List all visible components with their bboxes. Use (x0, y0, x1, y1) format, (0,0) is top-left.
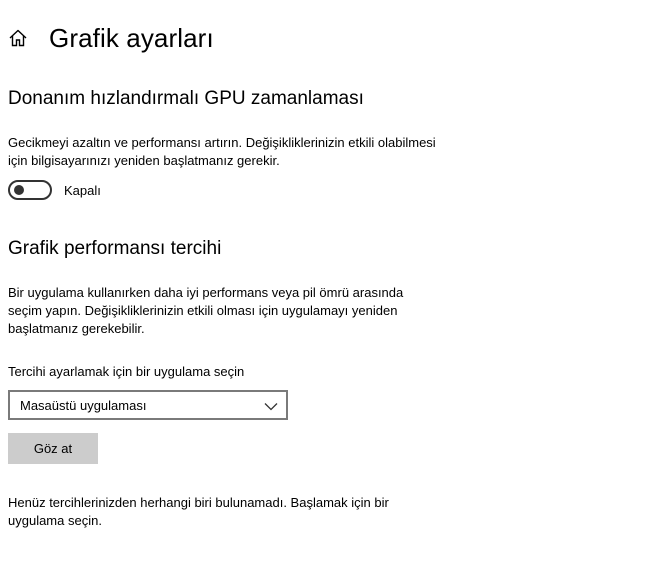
toggle-state-label: Kapalı (64, 182, 101, 198)
gpu-scheduling-toggle[interactable] (8, 180, 52, 200)
page-header (8, 20, 214, 56)
browse-button[interactable]: Göz at (8, 433, 98, 464)
gpu-scheduling-toggle-row (8, 179, 101, 201)
gpu-scheduling-description: Gecikmeyi azaltın ve performansı artırın. Değişikliklerinizin etkili olabilmesi için bilgisayarınızı yeniden başlatmanız gerekir. (8, 135, 436, 168)
graphics-preference-title: Grafik performansı tercihi (8, 238, 222, 259)
graphics-preference-description: Bir uygulama kullanırken daha iyi performans veya pil ömrü arasında seçim yapın. Değişikliklerinizin etkili olması için uygulamayı yeniden başlatmanız gerekebilir. (8, 285, 404, 336)
chevron-down-icon (264, 399, 278, 411)
empty-preferences-message: Henüz tercihlerinizden herhangi biri bulunamadı. Başlamak için bir uygulama seçin. (8, 495, 389, 528)
app-type-select-value: Masaüstü uygulaması (20, 397, 147, 413)
home-icon[interactable] (8, 28, 28, 48)
app-select-label: Tercihi ayarlamak için bir uygulama seçin (8, 364, 245, 379)
toggle-knob (14, 185, 24, 195)
app-type-select[interactable] (8, 390, 288, 420)
page-title: Grafik ayarları (49, 22, 214, 53)
gpu-scheduling-title: Donanım hızlandırmalı GPU zamanlaması (8, 88, 364, 109)
